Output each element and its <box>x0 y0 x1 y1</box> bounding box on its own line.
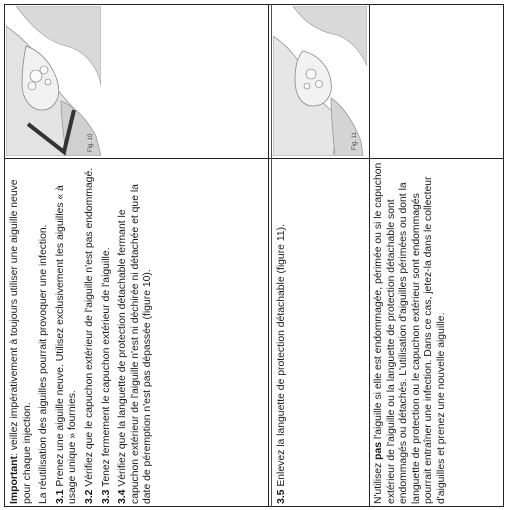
step-text: Vérifiez que le capuchon extérieur de l'aiguille n'est pas endommagé. <box>83 167 95 490</box>
step-number: 3.3 <box>100 489 112 504</box>
step-text: Vérifiez que la languette de protection détachable fermant le capuchon extérieur de l'aiguille n'est ni déchirée ni détachée et que la date de péremption n'est pas dépassée (figure 10). <box>117 184 154 504</box>
step-3-4 <box>117 162 155 504</box>
warning-pre: N'utilisez <box>373 459 384 504</box>
step-number: 3.1 <box>54 489 66 504</box>
figure-10-label: Fig. 10 <box>88 133 94 152</box>
step-number: 3.4 <box>117 489 129 504</box>
important-notice <box>9 162 34 504</box>
column-divider-inner <box>271 4 272 507</box>
column-divider <box>369 4 370 507</box>
step-text: Prenez une aiguille neuve. Utilisez exclusivement les aiguilles « à usage unique » fournies. <box>54 185 79 504</box>
reuse-warning: La réutilisation des aiguilles pourrait provoquer une infection. <box>38 224 50 504</box>
instructions-cell <box>9 162 265 504</box>
warning-bold: pas <box>373 441 384 460</box>
warning-text <box>373 162 449 504</box>
step-text: Enlevez la languette de protection détachable (figure 11). <box>276 224 287 490</box>
step-3-2 <box>84 162 97 504</box>
step-number: 3.2 <box>83 489 95 504</box>
step-number: 3.5 <box>276 489 287 504</box>
important-label: Important <box>9 456 20 504</box>
step-3-3 <box>101 162 114 504</box>
step-3-5 <box>276 162 289 504</box>
important-text: : veillez impérativement à toujours utiliser une aiguille neuve pour chaque injection. <box>9 179 33 504</box>
step-text: Tenez fermement le capuchon extérieur de l'aiguille. <box>100 247 112 490</box>
row-divider <box>4 158 504 159</box>
figure-11-label: Fig. 11 <box>352 132 358 150</box>
step-3-1 <box>55 162 80 504</box>
figure-10-illustration <box>6 6 101 156</box>
warning-post: l'aiguille si elle est endommagée, périmée ou si le capuchon extérieur de l'aiguille ou la languette de protection détachable sont endommagés ou détachés. L'utilisation d'aiguilles périmées ou dont la languette de protection ou le capuchon extérieur sont endommagés pourrait entraîner une infection. Dans ce cas, jetez-la dans le collecteur d'aiguilles et prenez une nouvelle aiguille. <box>373 162 447 504</box>
step-3-5-cell <box>276 162 366 504</box>
warning-cell <box>373 162 501 504</box>
column-divider <box>268 4 269 507</box>
